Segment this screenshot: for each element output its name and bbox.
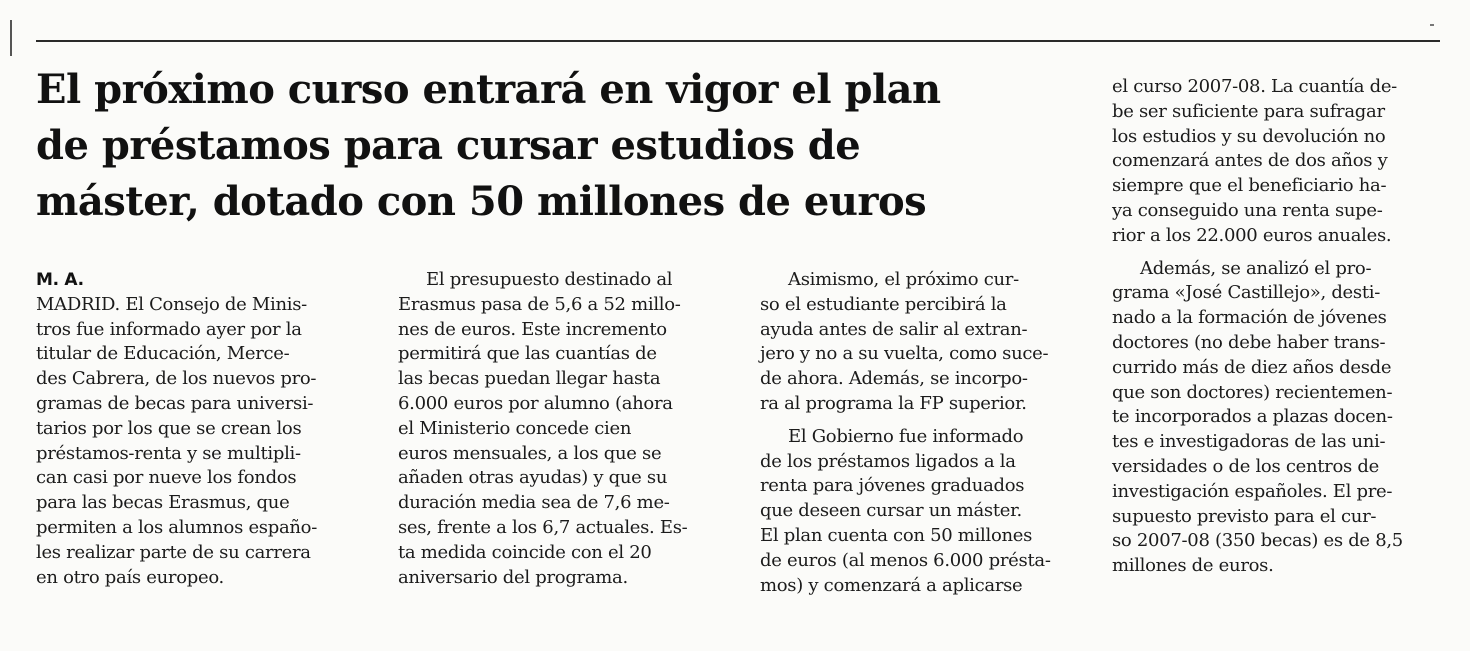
paragraph-gap <box>1112 249 1442 257</box>
text-line: doctores (no debe haber trans- <box>1112 331 1386 353</box>
text-line: Asimismo, el próximo cur- <box>788 269 1019 290</box>
text-line: en otro país europeo. <box>36 566 224 588</box>
text-line: que son doctores) recientemen- <box>1112 381 1393 403</box>
text-line: Además, se analizó el pro- <box>1140 257 1372 279</box>
text-line: currido más de diez años desde <box>1112 356 1392 378</box>
text-line: añaden otras ayudas) y que su <box>398 467 668 489</box>
text-line: les realizar parte de su carrera <box>36 541 311 563</box>
text-line: comenzará antes de dos años y <box>1112 150 1388 172</box>
text-line: so el estudiante percibirá la <box>760 293 1007 315</box>
text-line: nes de euros. Este incremento <box>398 318 667 340</box>
text-line: el Ministerio concede cien <box>398 417 632 439</box>
text-line: jero y no a su vuelta, como suce- <box>760 343 1049 365</box>
text-line: préstamos-renta y se multipli- <box>36 442 301 464</box>
text-line: renta para jóvenes graduados <box>760 475 1025 497</box>
text-line: 6.000 euros por alumno (ahora <box>398 392 673 414</box>
text-line: so 2007-08 (350 becas) es de 8,5 <box>1112 530 1403 552</box>
text-line: que deseen cursar un máster. <box>760 500 1022 522</box>
headline-line: de préstamos para cursar estudios de <box>36 122 861 169</box>
text-line: supuesto previsto para el cur- <box>1112 505 1377 527</box>
text-line: can casi por nueve los fondos <box>36 467 297 489</box>
text-line: nado a la formación de jóvenes <box>1112 307 1387 329</box>
text-line: MADRID. El Consejo de Minis- <box>36 293 307 315</box>
text-line: tes e investigadoras de las uni- <box>1112 431 1386 453</box>
text-line: tros fue informado ayer por la <box>36 318 302 340</box>
text-line: El Gobierno fue informado <box>788 425 1024 447</box>
text-line: ta medida coincide con el 20 <box>398 541 652 563</box>
text-line: ra al programa la FP superior. <box>760 392 1027 414</box>
scan-speck <box>1430 24 1434 26</box>
headline-line: máster, dotado con 50 millones de euros <box>36 178 927 225</box>
article-column-2 <box>398 268 728 590</box>
article-headline <box>36 62 1096 230</box>
text-line: versidades o de los centros de <box>1112 455 1379 477</box>
text-line: aniversario del programa. <box>398 566 628 588</box>
text-line: de euros (al menos 6.000 présta- <box>760 549 1051 571</box>
text-line: los estudios y su devolución no <box>1112 125 1386 147</box>
top-rule <box>36 40 1440 42</box>
text-line: millones de euros. <box>1112 555 1274 577</box>
text-line: grama «José Castillejo», desti- <box>1112 282 1381 304</box>
text-line: las becas puedan llegar hasta <box>398 368 661 390</box>
text-line: gramas de becas para universi- <box>36 392 314 414</box>
text-line: El presupuesto destinado al <box>426 269 673 290</box>
text-line: ayuda antes de salir al extran- <box>760 318 1028 340</box>
text-line: investigación españoles. El pre- <box>1112 480 1393 502</box>
text-line: para las becas Erasmus, que <box>36 492 290 514</box>
text-line: tarios por los que se crean los <box>36 417 302 439</box>
text-line: rior a los 22.000 euros anuales. <box>1112 224 1392 246</box>
text-line: duración media sea de 7,6 me- <box>398 492 670 514</box>
text-line: ya conseguido una renta supe- <box>1112 199 1383 221</box>
text-line: te incorporados a plazas docen- <box>1112 406 1393 428</box>
text-line: euros mensuales, a los que se <box>398 442 662 464</box>
article-column-1 <box>36 268 366 590</box>
paragraph-gap <box>760 417 1090 425</box>
text-line: permitirá que las cuantías de <box>398 343 657 365</box>
text-line: be ser suficiente para sufragar <box>1112 100 1385 122</box>
text-line: titular de Educación, Merce- <box>36 343 290 365</box>
text-line: de ahora. Además, se incorpo- <box>760 368 1028 390</box>
text-line: permiten a los alumnos españo- <box>36 516 318 538</box>
text-line: siempre que el beneficiario ha- <box>1112 175 1387 197</box>
text-line: el curso 2007-08. La cuantía de- <box>1112 76 1397 97</box>
scan-edge-mark <box>10 20 12 56</box>
text-line: de los préstamos ligados a la <box>760 450 1016 472</box>
text-line: mos) y comenzará a aplicarse <box>760 574 1023 596</box>
article-column-4 <box>1112 75 1442 579</box>
text-line: des Cabrera, de los nuevos pro- <box>36 368 317 390</box>
text-line: ses, frente a los 6,7 actuales. Es- <box>398 516 688 538</box>
headline-line: El próximo curso entrará en vigor el plan <box>36 66 941 113</box>
text-line: El plan cuenta con 50 millones <box>760 524 1033 546</box>
article-column-3 <box>760 268 1090 598</box>
text-line: Erasmus pasa de 5,6 a 52 millo- <box>398 293 681 315</box>
author-byline: M. A. <box>36 270 84 290</box>
